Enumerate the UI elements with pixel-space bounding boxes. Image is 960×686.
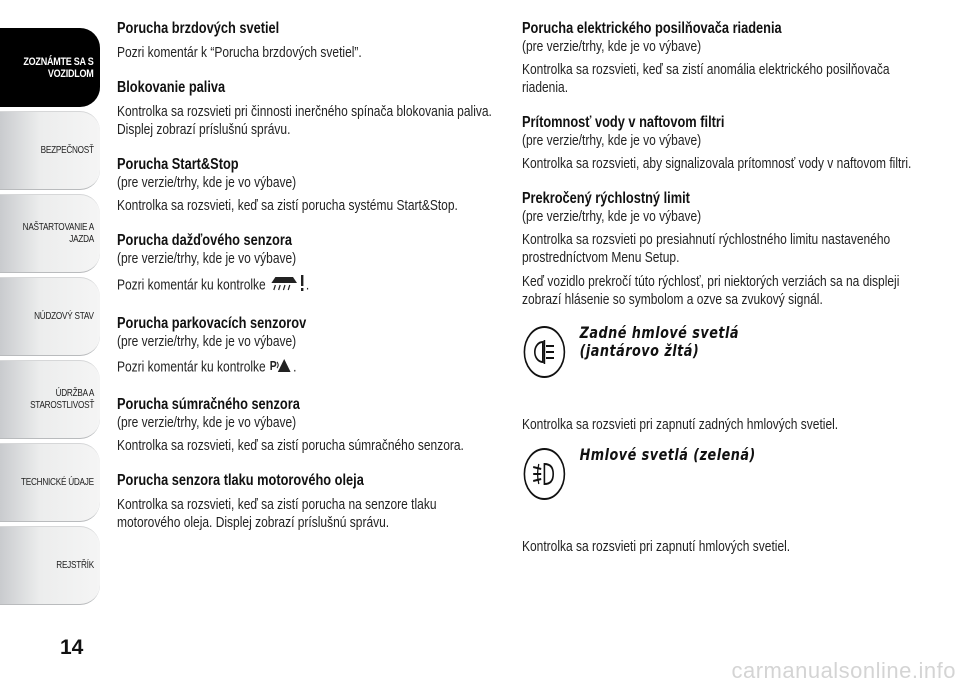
tab-label: NAŠTARTOVANIE A JAZDA	[22, 221, 94, 245]
lamp-title: Zadné hmlové svetlá (jantárovo žltá)	[579, 323, 739, 360]
section-twilight-sensor-failure	[117, 396, 492, 455]
tab-safety[interactable]	[0, 111, 100, 190]
section-text: Pozri komentár ku kontrolke P .	[117, 356, 492, 379]
left-column	[117, 20, 492, 549]
watermark: carmanualsonline.info	[731, 658, 956, 683]
section-heading: Prítomnosť vody v naftovom filtri	[522, 114, 725, 131]
section-text: Kontrolka sa rozsvieti, aby signalizovala prítomnosť vody v naftovom filtri.	[522, 155, 912, 172]
section-heading: Porucha Start&Stop	[117, 156, 239, 173]
section-heading: Porucha parkovacích senzorov	[117, 315, 307, 332]
tab-label: ÚDRŽBA A STAROSTLIVOSŤ	[29, 387, 94, 411]
tab-label: ZOZNÁMTE SA S VOZIDLOM	[23, 55, 94, 80]
section-text-2: Keď vozidlo prekročí túto rýchlosť, pri niektorých verziách sa na displeji zobrazí hlásenie so symbolom a ozve sa zvukový signál.	[522, 273, 900, 308]
section-heading: Porucha súmračného senzora	[117, 396, 300, 413]
tab-starting-driving[interactable]	[0, 194, 100, 273]
section-power-steering-failure	[522, 20, 922, 97]
svg-text:P: P	[269, 358, 277, 374]
section-rain-sensor-failure	[117, 232, 492, 298]
tab-label: REJSTŘÍK	[56, 559, 94, 571]
section-heading: Porucha dažďového senzora	[117, 232, 292, 249]
rear-fog-light-text: Kontrolka sa rozsvieti pri zapnutí zadných hmlových svetiel.	[522, 416, 839, 433]
tab-technical-data[interactable]	[0, 443, 100, 522]
tab-maintenance[interactable]	[0, 360, 100, 439]
section-fuel-cutoff	[117, 79, 492, 139]
section-heading: Blokovanie paliva	[117, 79, 226, 96]
section-subtitle: (pre verzie/trhy, kde je vo výbave)	[117, 333, 297, 350]
rain-sensor-warning-icon	[269, 273, 306, 298]
section-text: Kontrolka sa rozsvieti, keď sa zistí porucha na senzore tlaku motorového oleja. Displej zobrazí príslušnú správu.	[117, 496, 437, 531]
tab-index[interactable]	[0, 526, 100, 605]
chapter-tabs	[0, 28, 100, 609]
section-text: Kontrolka sa rozsvieti, keď sa zistí porucha systému Start&Stop.	[117, 197, 458, 214]
section-parking-sensor-failure	[117, 315, 492, 379]
section-start-stop-failure	[117, 156, 492, 215]
section-heading: Prekročený rýchlostný limit	[522, 190, 690, 207]
section-brake-light-failure	[117, 20, 492, 62]
section-subtitle: (pre verzie/trhy, kde je vo výbave)	[117, 250, 297, 267]
section-text: Pozri komentár k “Porucha brzdových svetiel”.	[117, 44, 362, 61]
right-column	[522, 20, 922, 556]
section-heading: Porucha senzora tlaku motorového oleja	[117, 472, 364, 489]
section-subtitle: (pre verzie/trhy, kde je vo výbave)	[117, 174, 297, 191]
section-text: Pozri komentár ku kontrolke .	[117, 273, 492, 298]
parking-sensor-warning-icon	[269, 356, 293, 379]
tab-label: NÚDZOVÝ STAV	[34, 310, 94, 322]
page-number: 14	[60, 636, 84, 659]
lamp-title: Hmlové svetlá (zelená)	[579, 445, 756, 464]
tab-label: BEZPEČNOSŤ	[40, 144, 94, 156]
section-subtitle: (pre verzie/trhy, kde je vo výbave)	[522, 208, 702, 225]
front-fog-light-text: Kontrolka sa rozsvieti pri zapnutí hmlových svetiel.	[522, 538, 791, 555]
section-water-in-diesel-filter	[522, 114, 922, 173]
tab-label: TECHNICKÉ ÚDAJE	[21, 476, 94, 488]
section-subtitle: (pre verzie/trhy, kde je vo výbave)	[522, 38, 702, 55]
section-heading: Porucha elektrického posilňovača riadenia	[522, 20, 782, 37]
section-text: Kontrolka sa rozsvieti pri činnosti inerčného spínača blokovania paliva. Displej zobrazí príslušnú správu.	[117, 103, 492, 138]
rear-fog-light-block	[522, 323, 922, 416]
tab-emergency[interactable]	[0, 277, 100, 356]
section-oil-pressure-sensor-failure	[117, 472, 492, 532]
section-subtitle: (pre verzie/trhy, kde je vo výbave)	[522, 132, 702, 149]
front-fog-light-icon	[524, 448, 566, 500]
front-fog-light-block	[522, 445, 922, 538]
section-text: Kontrolka sa rozsvieti po presiahnutí rýchlostného limitu nastaveného prostredníctvom Menu Setup.	[522, 231, 891, 266]
section-text: Kontrolka sa rozsvieti, keď sa zistí anomália elektrického posilňovača riadenia.	[522, 61, 890, 96]
section-speed-limit-exceeded	[522, 190, 922, 309]
tab-get-to-know-vehicle[interactable]	[0, 28, 100, 107]
section-text: Kontrolka sa rozsvieti, keď sa zistí porucha súmračného senzora.	[117, 437, 464, 454]
section-heading: Porucha brzdových svetiel	[117, 20, 280, 37]
section-subtitle: (pre verzie/trhy, kde je vo výbave)	[117, 414, 297, 431]
rear-fog-light-icon	[524, 326, 566, 378]
